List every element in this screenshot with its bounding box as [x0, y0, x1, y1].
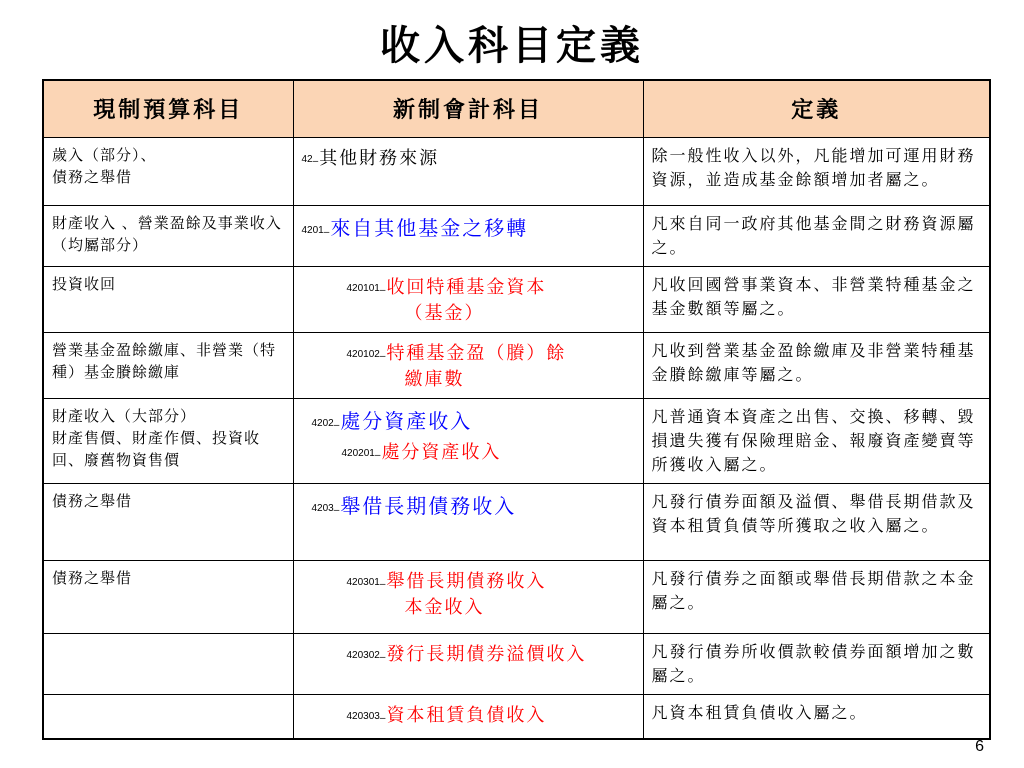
account-label: 舉借長期債務收入: [386, 570, 547, 592]
account-label: 舉借長期債務收入: [340, 493, 517, 518]
revenue-definition-table: [42, 79, 991, 740]
code-separator: –: [379, 651, 386, 663]
account-item: [302, 490, 635, 519]
old-account-text: 財產收入 、營業盈餘及事業收入（均屬部分）: [52, 213, 282, 254]
old-account-cell: [43, 205, 293, 266]
account-code: 420101: [346, 282, 380, 294]
table-header-row: [43, 80, 990, 137]
code-separator: –: [379, 350, 386, 362]
account-item: [302, 144, 635, 170]
account-item: [302, 212, 635, 241]
header-new-account: 新制會計科目: [293, 80, 643, 137]
old-account-text: 債務之舉借: [52, 167, 133, 186]
account-label-continuation: 本金收入: [404, 596, 485, 618]
code-separator: –: [312, 155, 319, 167]
table-row: [43, 483, 990, 560]
account-label: 來自其他基金之移轉: [330, 215, 529, 240]
old-account-cell: [43, 266, 293, 332]
page-title: 收入科目定義: [380, 22, 644, 69]
table-row: [43, 205, 990, 266]
definition-cell: 凡發行債券之面額或舉借長期借款之本金屬之。: [643, 560, 990, 633]
old-account-text: 投資收回: [52, 274, 117, 293]
code-separator: –: [379, 284, 386, 296]
old-account-cell: [43, 633, 293, 694]
definition-cell: 凡來自同一政府其他基金間之財務資源屬之。: [643, 205, 990, 266]
old-account-text: 財產收入（大部分）: [52, 406, 197, 425]
account-label: 發行長期債券溢價收入: [386, 643, 587, 665]
code-separator: –: [374, 449, 381, 461]
account-item: [302, 405, 635, 434]
account-code: 420102: [346, 348, 380, 360]
account-item: [302, 339, 635, 365]
old-account-cell: [43, 560, 293, 633]
account-label: 處分資產收入: [381, 441, 502, 463]
header-old-account: 現制預算科目: [43, 80, 293, 137]
table-row: [43, 633, 990, 694]
old-account-cell: [43, 483, 293, 560]
old-account-cell: [43, 694, 293, 739]
code-separator: –: [379, 712, 386, 724]
definition-cell: 凡資本租賃負債收入屬之。: [643, 694, 990, 739]
account-code: 4202: [311, 417, 334, 429]
account-label: 收回特種基金資本: [386, 276, 547, 298]
code-separator: –: [323, 226, 330, 238]
code-separator: –: [379, 578, 386, 590]
page-number: 6: [975, 738, 984, 755]
account-item: [302, 567, 635, 593]
account-label-continuation: 繳庫數: [404, 368, 465, 390]
new-account-cell: [293, 205, 643, 266]
definition-cell: 凡普通資本資產之出售、交換、移轉、毀損遺失獲有保險理賠金、報廢資產變賣等所獲收入屬之。: [643, 398, 990, 483]
account-code: 420301: [346, 576, 380, 588]
account-code: 4201: [301, 224, 324, 236]
account-item: [302, 701, 635, 727]
old-account-text: 債務之舉借: [52, 491, 133, 510]
old-account-text: 債務之舉借: [52, 568, 133, 587]
table-row: [43, 332, 990, 398]
definition-cell: 凡發行債券面額及溢價、舉借長期借款及資本租賃負債等所獲取之收入屬之。: [643, 483, 990, 560]
account-code: 420303: [346, 710, 380, 722]
account-item: [302, 640, 635, 666]
code-separator: –: [333, 419, 340, 431]
old-account-cell: [43, 137, 293, 205]
table-row: [43, 694, 990, 739]
new-account-cell: [293, 398, 643, 483]
account-label-continuation: （基金）: [404, 302, 485, 324]
new-account-cell: [293, 266, 643, 332]
account-code: 4203: [311, 502, 334, 514]
table-row: [43, 137, 990, 205]
account-code: 420302: [346, 649, 380, 661]
definition-cell: 凡收到營業基金盈餘繳庫及非營業特種基金賸餘繳庫等屬之。: [643, 332, 990, 398]
account-label: 特種基金盈（賸）餘: [386, 342, 567, 364]
old-account-text: 營業基金盈餘繳庫、非營業（特種）基金賸餘繳庫: [52, 340, 277, 381]
account-label: 資本租賃負債收入: [386, 704, 547, 726]
account-label: 處分資產收入: [340, 408, 473, 433]
definition-cell: 除一般性收入以外，凡能增加可運用財務資源，並造成基金餘額增加者屬之。: [643, 137, 990, 205]
definition-cell: 凡收回國營事業資本、非營業特種基金之基金數額等屬之。: [643, 266, 990, 332]
old-account-cell: [43, 398, 293, 483]
new-account-cell: [293, 137, 643, 205]
old-account-cell: [43, 332, 293, 398]
old-account-text: 財產售價、財產作價、投資收回、廢舊物資售價: [52, 428, 261, 469]
old-account-text: 歲入（部分）、: [52, 145, 157, 164]
header-definition: 定義: [643, 80, 990, 137]
account-code: 420201: [341, 447, 375, 459]
account-code: 42: [301, 153, 313, 165]
table-row: [43, 560, 990, 633]
account-item: [302, 438, 635, 464]
new-account-cell: [293, 694, 643, 739]
account-item: [302, 273, 635, 299]
table-row: [43, 266, 990, 332]
new-account-cell: [293, 483, 643, 560]
table-row: [43, 398, 990, 483]
new-account-cell: [293, 560, 643, 633]
code-separator: –: [333, 504, 340, 516]
new-account-cell: [293, 332, 643, 398]
definition-cell: 凡發行債券所收價款較債券面額增加之數屬之。: [643, 633, 990, 694]
new-account-cell: [293, 633, 643, 694]
account-label: 其他財務來源: [319, 147, 440, 169]
